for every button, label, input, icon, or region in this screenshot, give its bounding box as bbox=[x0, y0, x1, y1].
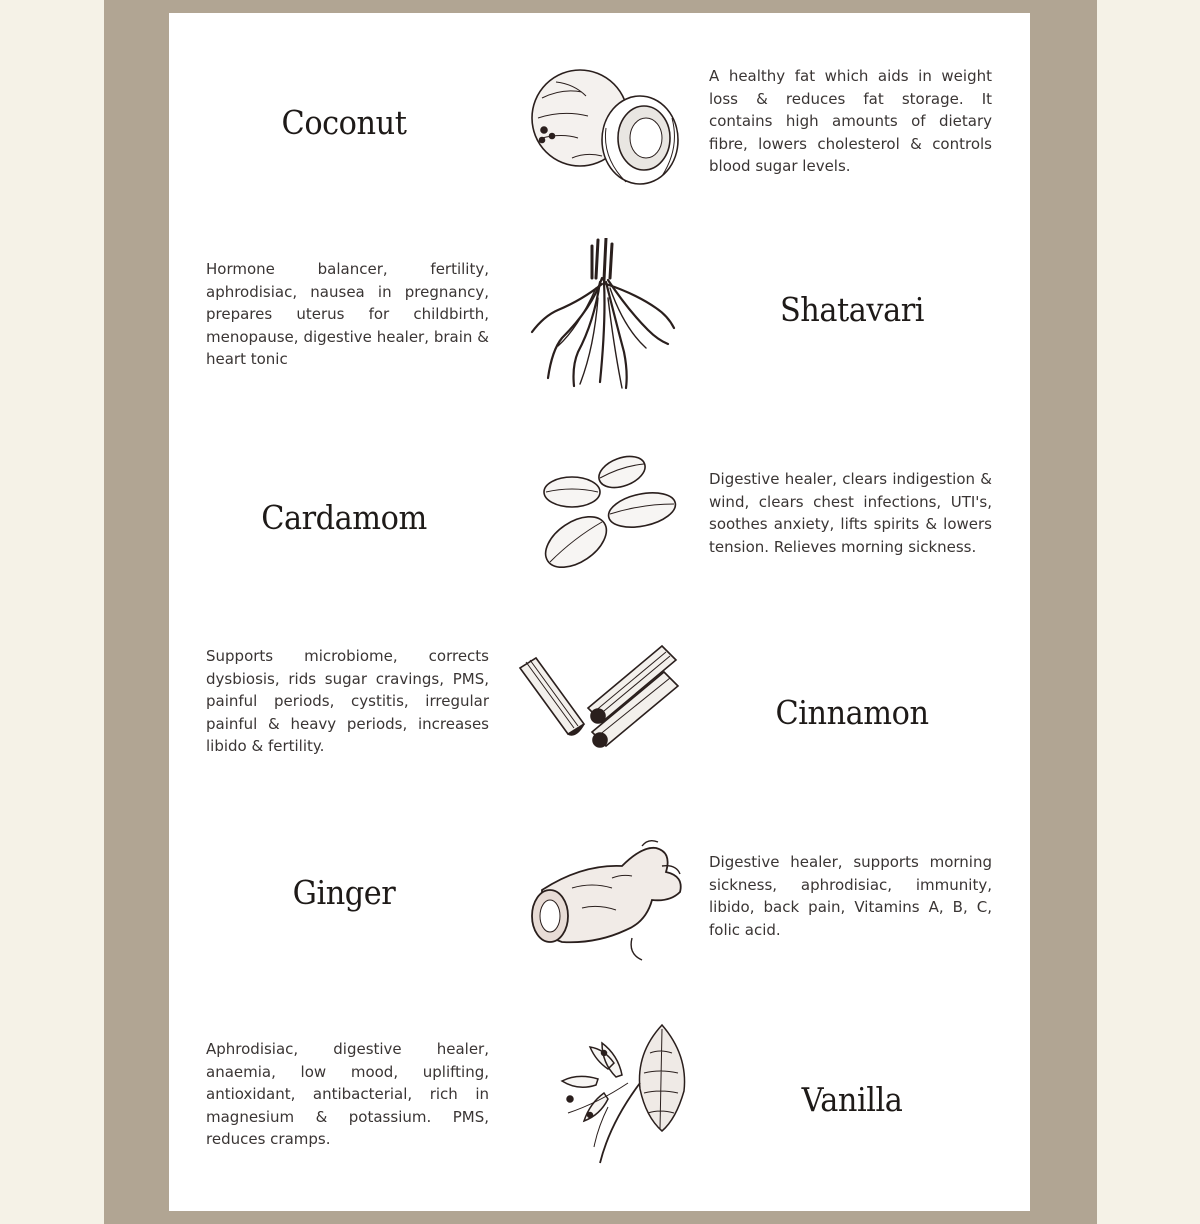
ingredient-name-ginger: Ginger bbox=[292, 873, 396, 912]
ingredient-row-shatavari bbox=[169, 238, 1030, 428]
ingredient-name-vanilla: Vanilla bbox=[801, 1080, 903, 1119]
ingredient-description-coconut: A healthy fat which aids in weight loss & reduces fat storage. It contains high amounts of dietary fibre, lowers cholesterol & controls blood sugar levels. bbox=[709, 67, 992, 176]
cardamom-pods-illustration-icon bbox=[512, 450, 692, 580]
ingredient-row-vanilla bbox=[169, 1023, 1030, 1213]
ingredient-row-coconut bbox=[169, 53, 1030, 243]
ingredient-description-ginger: Digestive healer, supports morning sickness, aphrodisiac, immunity, libido, back pain, Vitamins A, B, C, folic acid. bbox=[709, 853, 992, 939]
vanilla-flower-illustration-icon bbox=[534, 1023, 714, 1168]
cinnamon-sticks-illustration-icon bbox=[514, 638, 694, 758]
ingredient-row-cinnamon bbox=[169, 638, 1030, 828]
ginger-root-illustration-icon bbox=[512, 838, 692, 963]
coconut-illustration-icon bbox=[512, 58, 692, 208]
shatavari-root-illustration-icon bbox=[512, 238, 692, 398]
ingredient-name-shatavari: Shatavari bbox=[779, 290, 925, 329]
ingredient-description-vanilla: Aphrodisiac, digestive healer, anaemia, low mood, uplifting, antioxidant, antibacterial, rich in magnesium & potassium. PMS, reduces cramps. bbox=[206, 1040, 489, 1149]
ingredient-name-cinnamon: Cinnamon bbox=[775, 693, 929, 732]
ingredient-row-ginger bbox=[169, 833, 1030, 1023]
ingredient-description-cardamom: Digestive healer, clears indigestion & wind, clears chest infections, UTI's, soothes anxiety, lifts spirits & lowers tension. Relieves morning sickness. bbox=[709, 470, 992, 556]
ingredients-card bbox=[169, 13, 1030, 1211]
ingredient-description-cinnamon: Supports microbiome, corrects dysbiosis, rids sugar cravings, PMS, painful periods, cystitis, irregular painful & heavy periods, increases libido & fertility. bbox=[206, 647, 489, 756]
ingredient-name-coconut: Coconut bbox=[281, 103, 407, 142]
ingredient-description-shatavari: Hormone balancer, fertility, aphrodisiac, nausea in pregnancy, prepares uterus for childbirth, menopause, digestive healer, brain & heart tonic bbox=[206, 260, 489, 369]
ingredient-row-cardamom bbox=[169, 448, 1030, 638]
ingredient-name-cardamom: Cardamom bbox=[261, 498, 427, 537]
